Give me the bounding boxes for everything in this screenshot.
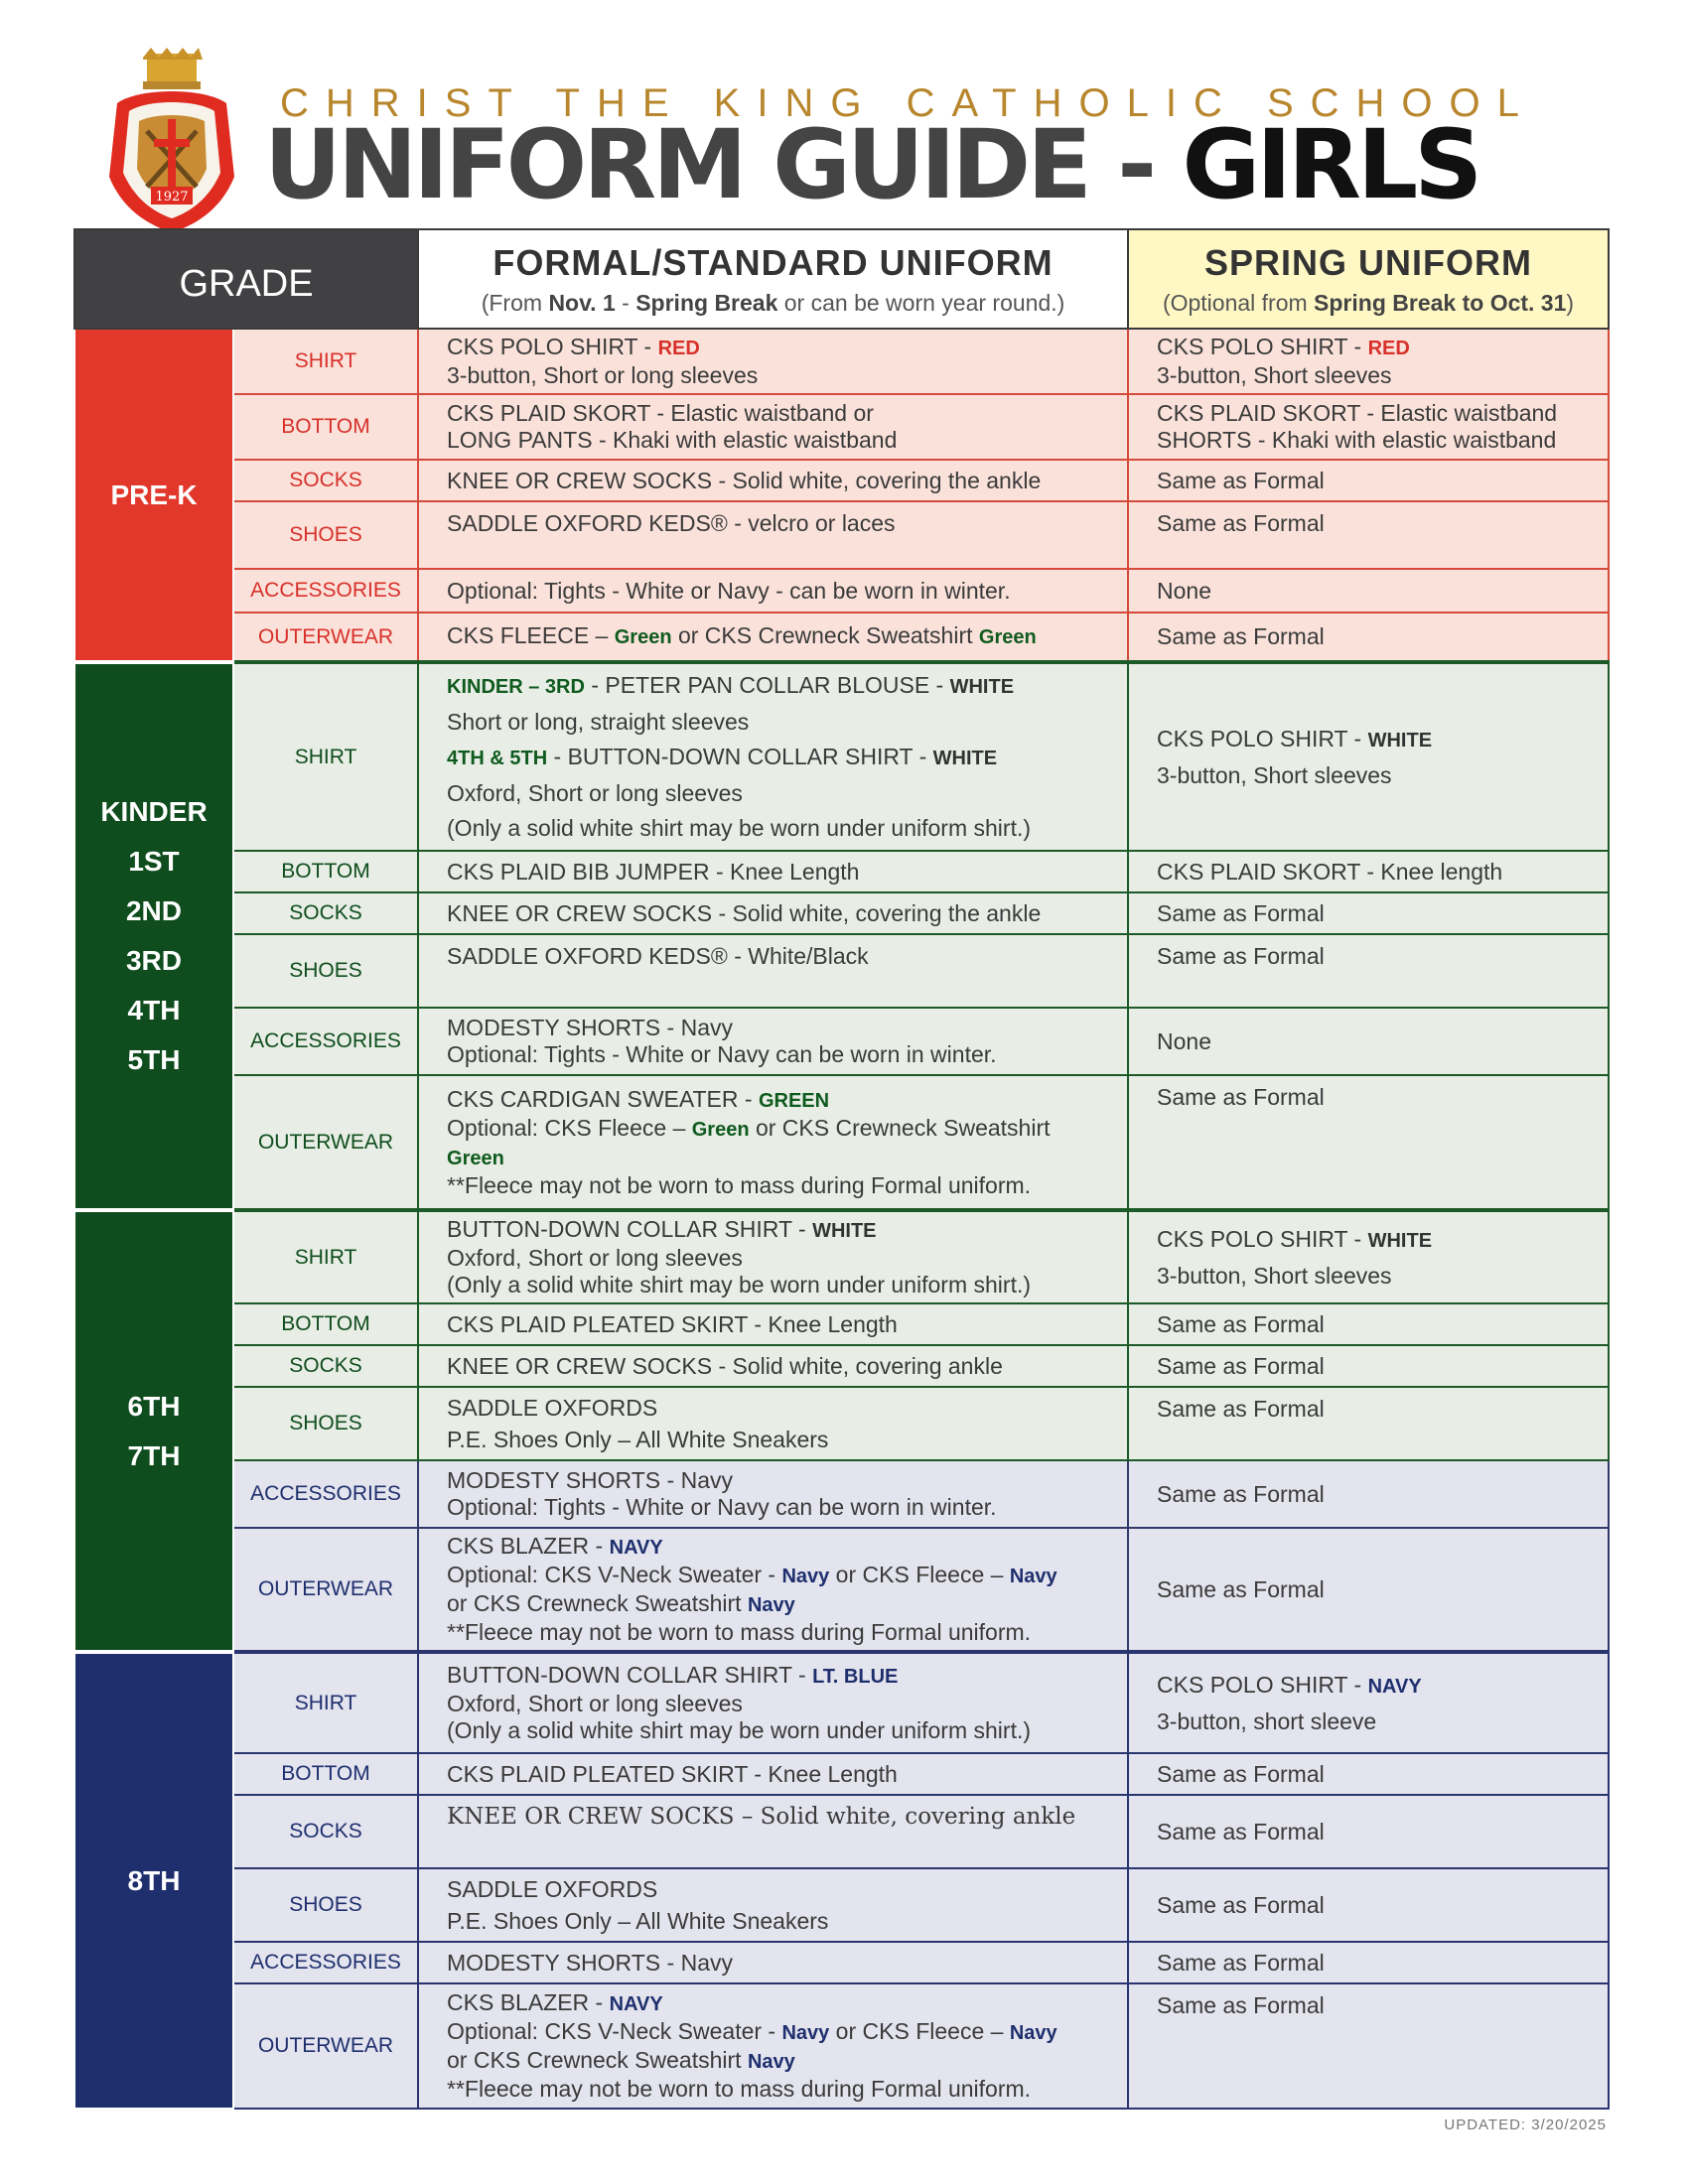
table-row	[74, 394, 1609, 460]
spring-header	[1128, 229, 1609, 329]
table-row	[74, 1210, 1609, 1303]
eighth-shoes-formal: SADDLE OXFORDS P.E. Shoes Only – All White Sneakers	[418, 1868, 1128, 1942]
grade-8th: 8TH	[74, 1652, 233, 2109]
table-row	[74, 1387, 1609, 1460]
eighth-outerwear-formal: CKS BLAZER - NAVY Optional: CKS V-Neck Sweater - Navy or CKS Fleece – Navy or CKS Crewneck Sweatshirt Navy **Fleece may not be worn to mass during Formal uniform.	[418, 1983, 1128, 2109]
table-row	[74, 1942, 1609, 1983]
sixth-shirt-spring: CKS POLO SHIRT - WHITE 3-button, Short sleeves	[1128, 1210, 1609, 1303]
prek-accessories-spring: None	[1128, 569, 1609, 613]
sixth-shoes-formal: SADDLE OXFORDS P.E. Shoes Only – All White Sneakers	[418, 1387, 1128, 1460]
title-main: UNIFORM GUIDE -	[264, 109, 1183, 220]
prek-outerwear-formal: CKS FLEECE – Green or CKS Crewneck Sweatshirt Green	[418, 613, 1128, 662]
kinder-shoes-spring: Same as Formal	[1128, 934, 1609, 1008]
grade-6th-7th: 6TH 7TH	[74, 1210, 233, 1652]
category-shoes: SHOES	[233, 934, 418, 1008]
table-row	[74, 851, 1609, 892]
eighth-accessories-formal: MODESTY SHORTS - Navy	[418, 1942, 1128, 1983]
category-socks: SOCKS	[233, 1345, 418, 1387]
table-row	[74, 1008, 1609, 1075]
table-row	[74, 1652, 1609, 1753]
eighth-socks-formal: KNEE OR CREW SOCKS – Solid white, covering ankle	[418, 1795, 1128, 1868]
kinder-bottom-formal: CKS PLAID BIB JUMPER - Knee Length	[418, 851, 1128, 892]
formal-subtitle: (From Nov. 1 - Spring Break or can be worn year round.)	[481, 289, 1065, 316]
sixth-bottom-spring: Same as Formal	[1128, 1303, 1609, 1345]
category-bottom: BOTTOM	[233, 1753, 418, 1795]
table-row	[74, 1983, 1609, 2109]
sixth-outerwear-formal: CKS BLAZER - NAVY Optional: CKS V-Neck Sweater - Navy or CKS Fleece – Navy or CKS Crewneck Sweatshirt Navy **Fleece may not be worn to mass during Formal uniform.	[418, 1528, 1128, 1652]
formal-header	[418, 229, 1128, 329]
table-row	[74, 1075, 1609, 1210]
kinder-accessories-spring: None	[1128, 1008, 1609, 1075]
table-row	[74, 662, 1609, 851]
category-shoes: SHOES	[233, 1868, 418, 1942]
category-outerwear: OUTERWEAR	[233, 613, 418, 662]
kinder-socks-formal: KNEE OR CREW SOCKS - Solid white, covering the ankle	[418, 892, 1128, 934]
prek-shirt-spring: CKS POLO SHIRT - RED 3-button, Short sleeves	[1128, 329, 1609, 394]
category-socks: SOCKS	[233, 892, 418, 934]
eighth-socks-spring: Same as Formal	[1128, 1795, 1609, 1868]
formal-title: FORMAL/STANDARD UNIFORM	[492, 241, 1054, 283]
table-row	[74, 613, 1609, 662]
table-row	[74, 569, 1609, 613]
category-shirt: SHIRT	[233, 1210, 418, 1303]
kinder-shirt-spring: CKS POLO SHIRT - WHITE 3-button, Short sleeves	[1128, 662, 1609, 851]
grade-header: GRADE	[74, 229, 418, 329]
category-outerwear: OUTERWEAR	[233, 1983, 418, 2109]
prek-outerwear-spring: Same as Formal	[1128, 613, 1609, 662]
kinder-bottom-spring: CKS PLAID SKORT - Knee length	[1128, 851, 1609, 892]
table-row	[74, 1303, 1609, 1345]
eighth-shirt-spring: CKS POLO SHIRT - NAVY 3-button, short sleeve	[1128, 1652, 1609, 1753]
table-row	[74, 1753, 1609, 1795]
logo-year: 1927	[155, 190, 189, 205]
spring-subtitle: (Optional from Spring Break to Oct. 31)	[1162, 289, 1575, 316]
category-socks: SOCKS	[233, 1795, 418, 1868]
grade-prek: PRE-K	[74, 329, 233, 662]
eighth-accessories-spring: Same as Formal	[1128, 1942, 1609, 1983]
eighth-bottom-formal: CKS PLAID PLEATED SKIRT - Knee Length	[418, 1753, 1128, 1795]
prek-shoes-formal: SADDLE OXFORD KEDS® - velcro or laces	[418, 501, 1128, 569]
eighth-shoes-spring: Same as Formal	[1128, 1868, 1609, 1942]
eighth-shirt-formal: BUTTON-DOWN COLLAR SHIRT - LT. BLUE Oxford, Short or long sleeves (Only a solid white shirt may be worn under uniform shirt.)	[418, 1652, 1128, 1753]
category-shoes: SHOES	[233, 1387, 418, 1460]
prek-bottom-spring: CKS PLAID SKORT - Elastic waistband SHORTS - Khaki with elastic waistband	[1128, 394, 1609, 460]
table-row	[74, 501, 1609, 569]
sixth-outerwear-spring: Same as Formal	[1128, 1528, 1609, 1652]
page-title	[264, 109, 1478, 220]
prek-shirt-formal: CKS POLO SHIRT - RED 3-button, Short or long sleeves	[418, 329, 1128, 394]
category-bottom: BOTTOM	[233, 1303, 418, 1345]
table-row	[74, 892, 1609, 934]
prek-socks-spring: Same as Formal	[1128, 460, 1609, 501]
table-row	[74, 460, 1609, 501]
category-accessories: ACCESSORIES	[233, 1460, 418, 1528]
table-row	[74, 1528, 1609, 1652]
category-outerwear: OUTERWEAR	[233, 1528, 418, 1652]
category-shirt: SHIRT	[233, 662, 418, 851]
prek-shoes-spring: Same as Formal	[1128, 501, 1609, 569]
category-outerwear: OUTERWEAR	[233, 1075, 418, 1210]
table-row	[74, 1868, 1609, 1942]
kinder-shoes-formal: SADDLE OXFORD KEDS® - White/Black	[418, 934, 1128, 1008]
table-row	[74, 1345, 1609, 1387]
sixth-bottom-formal: CKS PLAID PLEATED SKIRT - Knee Length	[418, 1303, 1128, 1345]
uniform-table	[73, 228, 1610, 2110]
sixth-accessories-spring: Same as Formal	[1128, 1460, 1609, 1528]
grade-kinder-5th: KINDER 1ST 2ND 3RD 4TH 5TH	[74, 662, 233, 1210]
school-crest-logo	[99, 48, 244, 246]
sixth-socks-formal: KNEE OR CREW SOCKS - Solid white, covering ankle	[418, 1345, 1128, 1387]
spring-title: SPRING UNIFORM	[1204, 241, 1533, 283]
kinder-outerwear-formal: CKS CARDIGAN SWEATER - GREEN Optional: CKS Fleece – Green or CKS Crewneck Sweatshirt Green **Fleece may not be worn to mass during Formal uniform.	[418, 1075, 1128, 1210]
category-shoes: SHOES	[233, 501, 418, 569]
category-bottom: BOTTOM	[233, 394, 418, 460]
eighth-bottom-spring: Same as Formal	[1128, 1753, 1609, 1795]
kinder-shirt-formal: KINDER – 3RD - PETER PAN COLLAR BLOUSE - WHITE Short or long, straight sleeves 4TH & 5TH - BUTTON-DOWN COLLAR SHIRT - WHITE Oxford, Short or long sleeves (Only a solid white shirt may be worn under uniform shirt.)	[418, 662, 1128, 851]
updated-date: UPDATED: 3/20/2025	[1444, 2116, 1607, 2133]
table-row	[74, 329, 1609, 394]
category-bottom: BOTTOM	[233, 851, 418, 892]
sixth-shoes-spring: Same as Formal	[1128, 1387, 1609, 1460]
table-row	[74, 1460, 1609, 1528]
title-girls: GIRLS	[1182, 109, 1479, 220]
kinder-outerwear-spring: Same as Formal	[1128, 1075, 1609, 1210]
category-accessories: ACCESSORIES	[233, 1942, 418, 1983]
prek-bottom-formal: CKS PLAID SKORT - Elastic waistband or LONG PANTS - Khaki with elastic waistband	[418, 394, 1128, 460]
sixth-accessories-formal: MODESTY SHORTS - Navy Optional: Tights - White or Navy can be worn in winter.	[418, 1460, 1128, 1528]
kinder-accessories-formal: MODESTY SHORTS - Navy Optional: Tights - White or Navy can be worn in winter.	[418, 1008, 1128, 1075]
table-row	[74, 934, 1609, 1008]
sixth-socks-spring: Same as Formal	[1128, 1345, 1609, 1387]
school-name: CHRIST THE KING CATHOLIC SCHOOL	[280, 81, 1536, 125]
kinder-socks-spring: Same as Formal	[1128, 892, 1609, 934]
category-shirt: SHIRT	[233, 1652, 418, 1753]
table-header-row	[74, 229, 1609, 329]
sixth-shirt-formal: BUTTON-DOWN COLLAR SHIRT - WHITE Oxford, Short or long sleeves (Only a solid white shirt may be worn under uniform shirt.)	[418, 1210, 1128, 1303]
category-accessories: ACCESSORIES	[233, 1008, 418, 1075]
category-accessories: ACCESSORIES	[233, 569, 418, 613]
crown-icon	[143, 48, 203, 89]
category-socks: SOCKS	[233, 460, 418, 501]
eighth-outerwear-spring: Same as Formal	[1128, 1983, 1609, 2109]
prek-accessories-formal: Optional: Tights - White or Navy - can be worn in winter.	[418, 569, 1128, 613]
category-shirt: SHIRT	[233, 329, 418, 394]
table-row	[74, 1795, 1609, 1868]
prek-socks-formal: KNEE OR CREW SOCKS - Solid white, covering the ankle	[418, 460, 1128, 501]
